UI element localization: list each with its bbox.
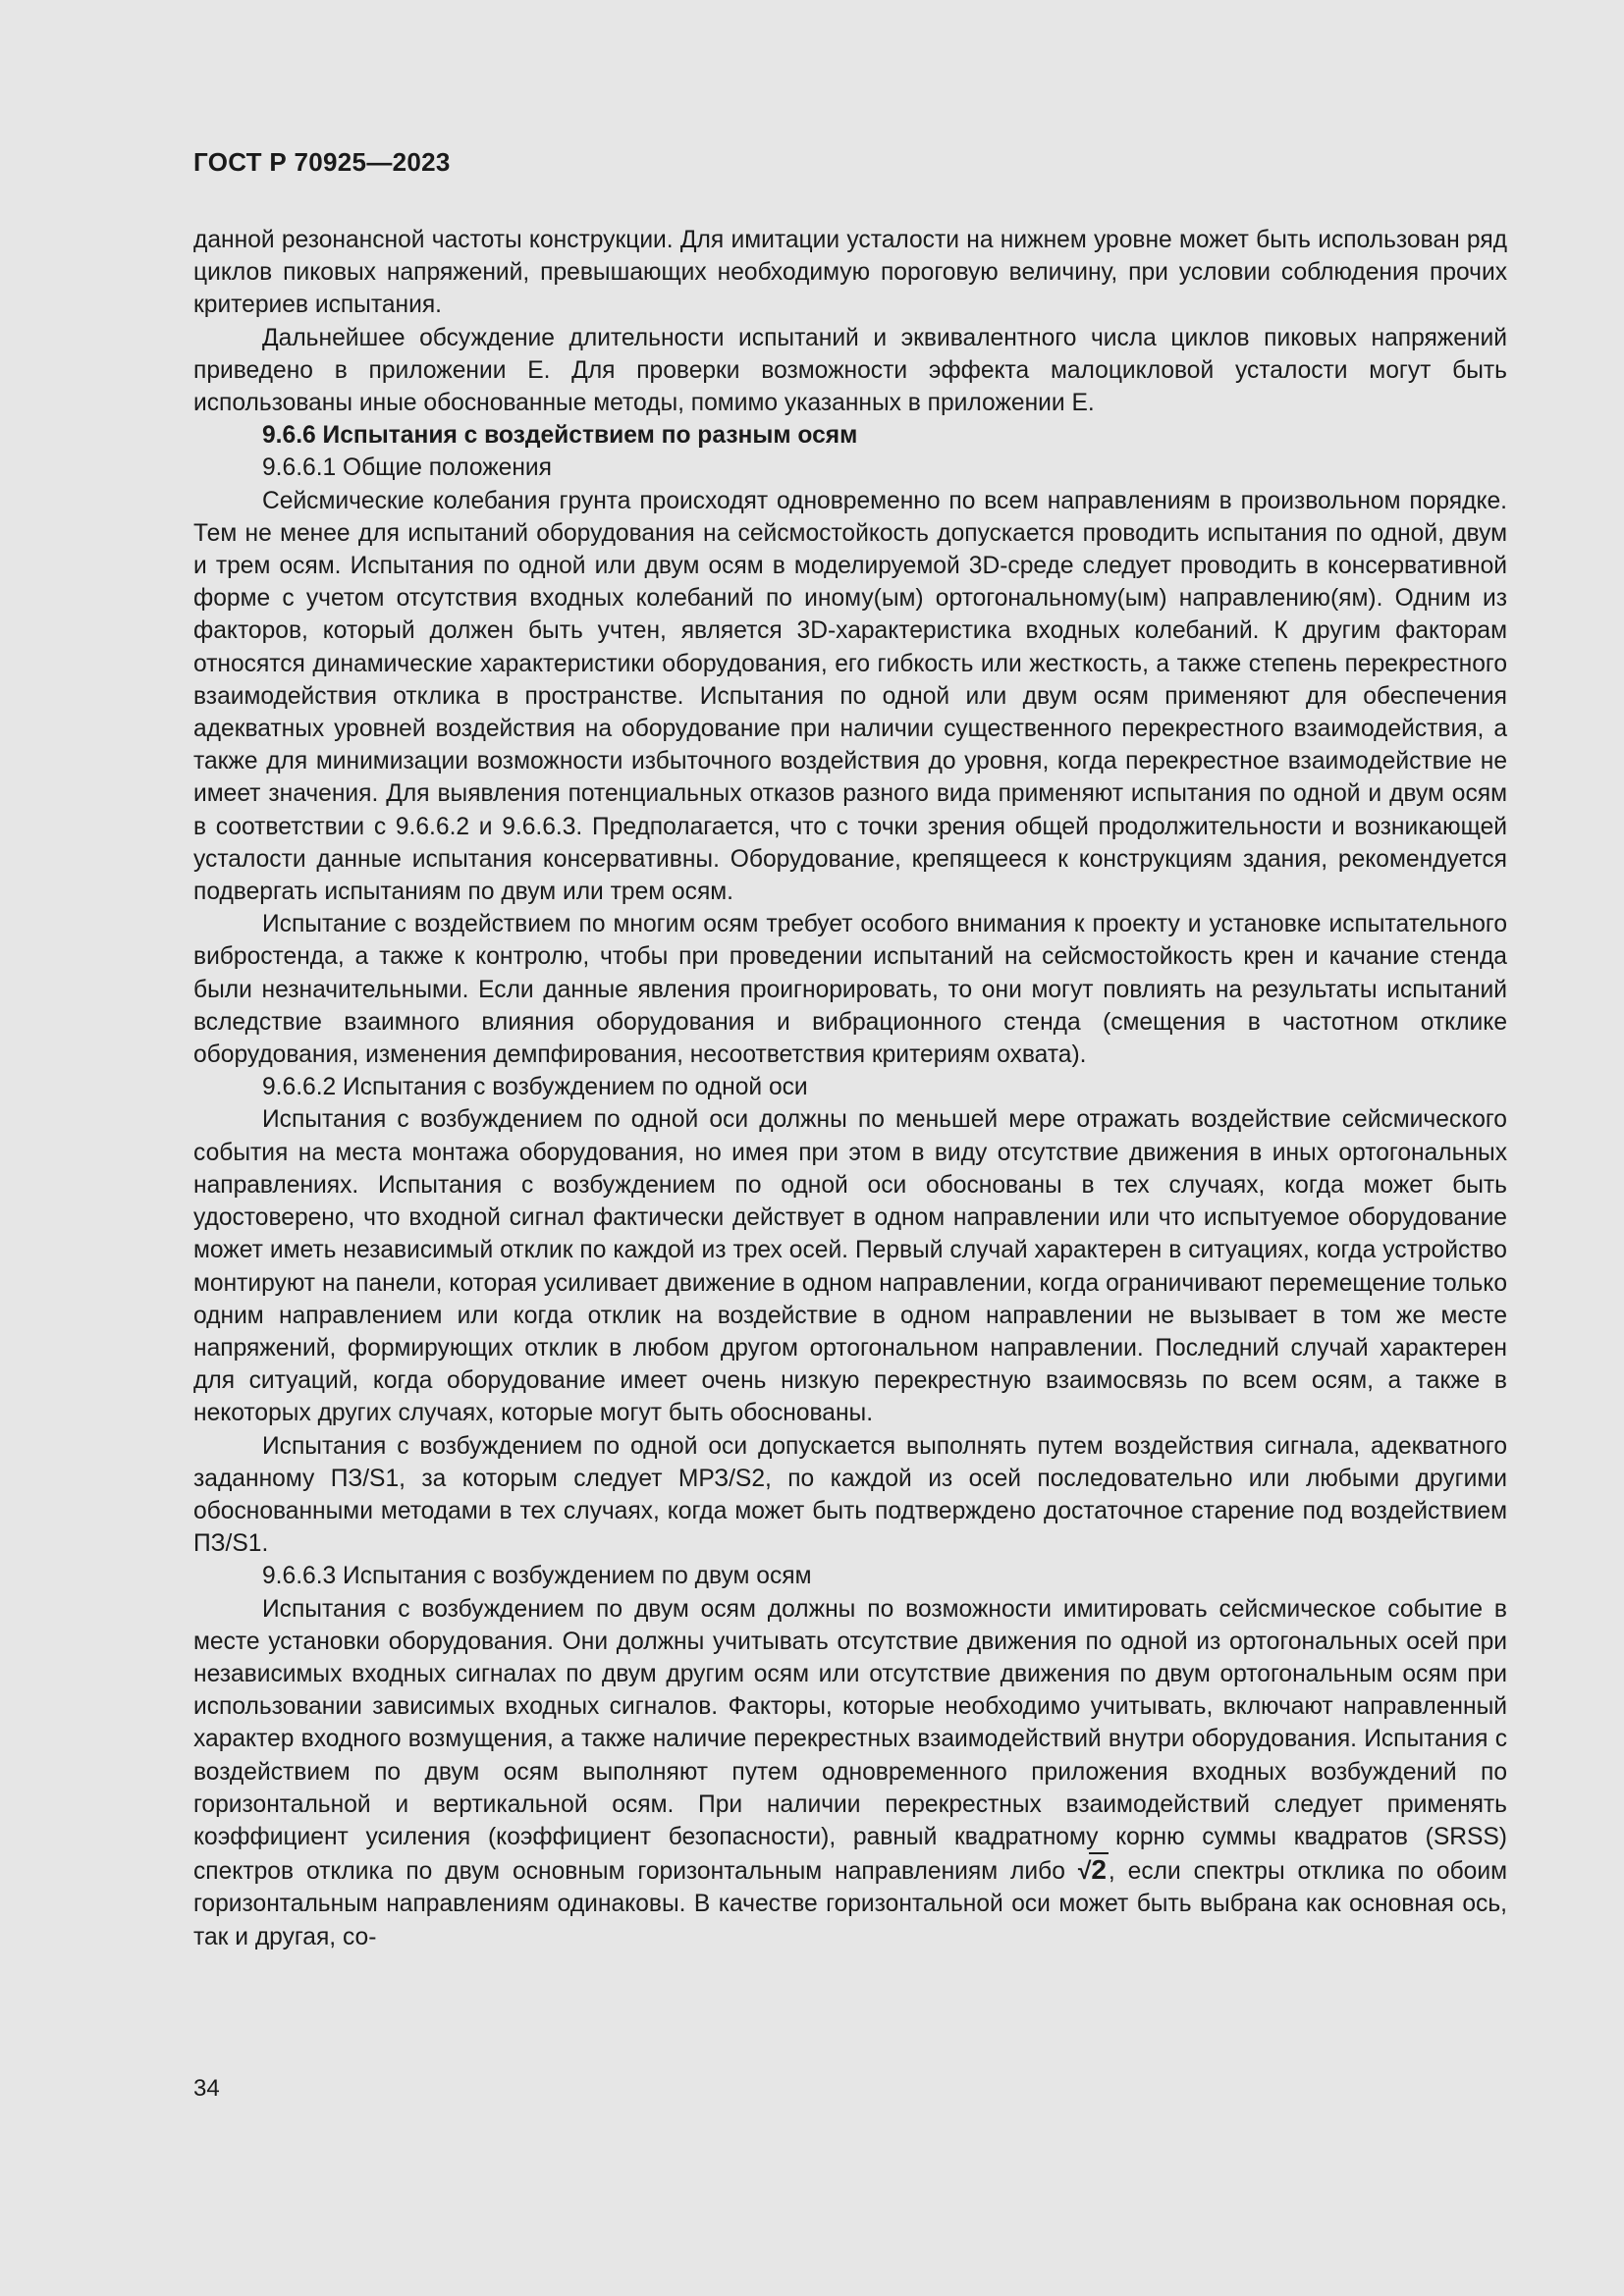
paragraph-continuation: данной резонансной частоты конструкции. Для имитации усталости на нижнем уровне может быть использован ряд циклов пиковых напряжений, превышающих необходимую пороговую величину, при условии соблюдения прочих критериев испытания. (193, 227, 1507, 319)
document-body (193, 224, 1507, 1953)
sqrt-symbol: √ (1077, 1858, 1092, 1886)
paragraph-biaxial-text-b: , если спектры отклика по обоим горизонтальным направлениям одинаковы. В качестве горизонтальной оси может быть выбрана как основная ось, так и другая, со- (193, 1858, 1507, 1950)
section-heading-9-6-6-2: 9.6.6.2 Испытания с возбуждением по одной оси (262, 1074, 808, 1101)
paragraph-single-axis-method: Испытания с возбуждением по одной оси допускается выполнять путем воздействия сигнала, адекватного заданному ПЗ/S1, за которым следует МРЗ/S2, по каждой из осей последовательно или любыми другими обоснованными методами в тех случаях, когда может быть подтверждено достаточное старение под воздействием ПЗ/S1. (193, 1432, 1507, 1558)
document-header: ГОСТ Р 70925—2023 (193, 147, 451, 177)
paragraph-test-duration: Дальнейшее обсуждение длительности испытаний и эквивалентного числа циклов пиковых напряжений приведено в приложении Е. Для проверки возможности эффекта малоцикловой усталости могут быть использованы иные обоснованные методы, помимо указанных в приложении Е. (193, 324, 1507, 417)
paragraph-biaxial-text-a: Испытания с возбуждением по двум осям должны по возможности имитировать сейсмическое событие в месте установки оборудования. Они должны учитывать отсутствие движения по одной из ортогональных осей при независимых входных сигналах по двум другим осям или отсутствие движения по двум ортогональным осям при использовании зависимых входных сигналов. Факторы, которые необходимо учитывать, включают направленный характер входного возмущения, а также наличие перекрестных взаимодействий внутри оборудования. Испытания с воздействием по двум осям выполняют путем одновременного приложения входных возбуждений по горизонтальной и вертикальной осям. При наличии перекрестных взаимодействий следует применять коэффициент усиления (коэффициент безопасности), равный квадратному корню суммы квадратов (SRSS) спектров отклика по двум основным горизонтальным направлениям либо (193, 1595, 1507, 1886)
page-number: 34 (193, 2075, 220, 2102)
paragraph-multiaxis-test: Испытание с воздействием по многим осям требует особого внимания к проекту и установке испытательного вибростенда, а также к контролю, чтобы при проведении испытаний на сейсмостойкость крен и качание стенда были незначительными. Если данные явления проигнорировать, то они могут повлиять на результаты испытаний вследствие взаимного влияния оборудования и вибрационного стенда (смещения в частотном отклике оборудования, изменения демпфирования, несоответствия критериям охвата). (193, 911, 1507, 1069)
section-heading-9-6-6-1: 9.6.6.1 Общие положения (262, 454, 552, 482)
paragraph-seismic-general: Сейсмические колебания грунта происходят одновременно по всем направлениям в произвольном порядке. Тем не менее для испытаний оборудования на сейсмостойкость допускается проводить испытания по одной, двум и трем осям. Испытания по одной или двум осям в моделируемой 3D-среде следует проводить в консервативной форме с учетом отсутствия входных колебаний по иному(ым) ортогональному(ым) направлению(ям). Одним из факторов, который должен быть учтен, является 3D-характеристика входных колебаний. К другим факторам относятся динамические характеристики оборудования, его гибкость или жесткость, а также степень перекрестного взаимодействия отклика в пространстве. Испытания по одной или двум осям применяют для обеспечения адекватных уровней воздействия на оборудование при наличии существенного перекрестного взаимодействия, а также для минимизации возможности избыточного воздействия до уровня, когда перекрестное взаимодействие не имеет значения. Для выявления потенциальных отказов разного вида применяют испытания по одной и двум осям в соответствии с 9.6.6.2 и 9.6.6.3. Предполагается, что с точки зрения общей продолжительности и возникающей усталости данные испытания консервативны. Оборудование, крепящееся к конструкциям здания, рекомендуется подвергать испытаниям по двум или трем осям. (193, 487, 1507, 906)
paragraph-biaxial (193, 1593, 1507, 1953)
sqrt-two-formula: 2 (1091, 1854, 1107, 1886)
paragraph-single-axis: Испытания с возбуждением по одной оси должны по меньшей мере отражать воздействие сейсмического события на места монтажа оборудования, но имея при этом в виду отсутствие движения в иных ортогональных направлениях. Испытания с возбуждением по одной оси обоснованы в тех случаях, когда может быть удостоверено, что входной сигнал фактически действует в одном направлении или что испытуемое оборудование может иметь независимый отклик по каждой из трех осей. Первый случай характерен в ситуациях, когда устройство монтируют на панели, которая усиливает движение в одном направлении, когда ограничивают перемещение только одним направлением или когда отклик на воздействие в одном направлении не вызывает в том же месте напряжений, формирующих отклик в любом другом ортогональном направлении. Последний случай характерен для ситуаций, когда оборудование имеет очень низкую перекрестную взаимосвязь по всем осям, а также в некоторых других случаях, которые могут быть обоснованы. (193, 1106, 1507, 1427)
section-heading-9-6-6-3: 9.6.6.3 Испытания с возбуждением по двум осям (262, 1563, 812, 1590)
section-heading-9-6-6: 9.6.6 Испытания с воздействием по разным осям (262, 422, 858, 450)
